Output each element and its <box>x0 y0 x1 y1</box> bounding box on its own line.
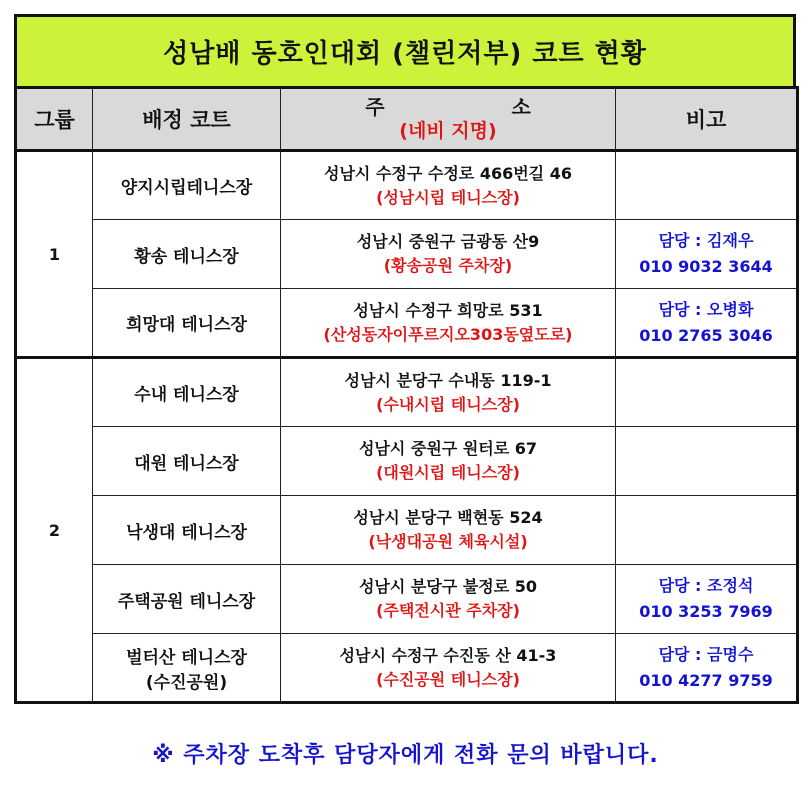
header-row <box>16 88 798 151</box>
address-cell <box>281 427 616 496</box>
note-cell <box>616 220 798 289</box>
table-row <box>16 565 798 634</box>
address-text: 성남시 수정구 수진동 산 41-3 <box>339 645 557 665</box>
header-address-label: 주 소 <box>365 95 591 119</box>
header-note: 비고 <box>616 88 798 151</box>
note-cell <box>616 289 798 358</box>
navi-name: (낙생대공원 체육시설) <box>368 532 528 551</box>
address-cell <box>281 289 616 358</box>
address-cell <box>281 358 616 427</box>
court-name-cell <box>93 427 281 496</box>
contact-phone: 010 4277 9759 <box>639 670 773 690</box>
court-name: 벌터산 테니스장 <box>126 647 247 668</box>
contact-person: 담당 : 조정석 <box>658 576 754 595</box>
address-cell <box>281 496 616 565</box>
note-cell <box>616 358 798 427</box>
table-row <box>16 358 798 427</box>
court-name: 희망대 테니스장 <box>126 315 247 335</box>
group-label: 1 <box>16 151 93 358</box>
contact-person: 담당 : 오병화 <box>658 299 754 319</box>
note-cell <box>616 565 798 634</box>
header-navi-label: (네비 지명) <box>399 120 497 142</box>
navi-name: (수내시립 테니스장) <box>376 394 520 414</box>
address-text: 성남시 분당구 백현동 524 <box>353 508 543 527</box>
table-row <box>16 634 798 703</box>
navi-name: (산성동자이푸르지오303동옆도로) <box>323 324 573 344</box>
address-text: 성남시 중원구 금광동 산9 <box>356 232 540 251</box>
note-cell <box>616 427 798 496</box>
note-cell <box>616 496 798 565</box>
address-cell <box>281 634 616 703</box>
court-name: 양지시립테니스장 <box>120 178 253 198</box>
contact-person: 담당 : 김재우 <box>658 231 754 250</box>
court-status-sheet <box>14 14 796 704</box>
court-name: 주택공원 테니스장 <box>117 591 256 612</box>
header-address <box>281 88 616 151</box>
note-cell <box>616 151 798 220</box>
court-table <box>14 86 799 704</box>
court-name: 낙생대 테니스장 <box>126 522 247 543</box>
navi-name: (수진공원 테니스장) <box>376 669 520 689</box>
address-text: 성남시 수정구 희망로 531 <box>353 300 543 320</box>
header-court: 배정 코트 <box>93 88 281 151</box>
court-name: 황송 테니스장 <box>134 246 239 267</box>
footer-notice: ※ 주차장 도착후 담당자에게 전화 문의 바랍니다. <box>152 743 659 768</box>
group-label: 2 <box>16 358 93 703</box>
note-cell <box>616 634 798 703</box>
address-cell <box>281 220 616 289</box>
court-name-cell <box>93 565 281 634</box>
court-name-cell <box>93 496 281 565</box>
sheet-title: 성남배 동호인대회 (챌린저부) 코트 현황 <box>14 14 796 86</box>
table-row <box>16 289 798 358</box>
address-text: 성남시 분당구 불정로 50 <box>358 577 538 596</box>
court-name-cell <box>93 289 281 358</box>
header-group: 그룹 <box>16 88 93 151</box>
address-cell <box>281 565 616 634</box>
navi-name: (황송공원 주차장) <box>383 256 513 275</box>
court-name: 대원 테니스장 <box>134 453 239 474</box>
court-name-cell <box>93 358 281 427</box>
contact-phone: 010 3253 7969 <box>639 602 773 621</box>
address-cell <box>281 151 616 220</box>
court-name-cell <box>93 220 281 289</box>
contact-person: 담당 : 금명수 <box>658 644 754 664</box>
table-row <box>16 427 798 496</box>
address-text: 성남시 수정구 수정로 466번길 46 <box>324 163 572 183</box>
navi-name: (성남시립 테니스장) <box>376 187 520 207</box>
navi-name: (주택전시관 주차장) <box>376 601 520 620</box>
navi-name: (대원시립 테니스장) <box>376 463 520 482</box>
court-name: 수내 테니스장 <box>134 385 239 405</box>
court-name-cell <box>93 634 281 703</box>
table-row <box>16 151 798 220</box>
contact-phone: 010 9032 3644 <box>639 257 773 276</box>
court-subname: (수진공원) <box>145 672 228 693</box>
table-row <box>16 496 798 565</box>
contact-phone: 010 2765 3046 <box>639 325 773 345</box>
address-text: 성남시 중원구 원터로 67 <box>358 439 538 458</box>
address-text: 성남시 분당구 수내동 119-1 <box>344 370 552 390</box>
table-row <box>16 220 798 289</box>
court-name-cell <box>93 151 281 220</box>
